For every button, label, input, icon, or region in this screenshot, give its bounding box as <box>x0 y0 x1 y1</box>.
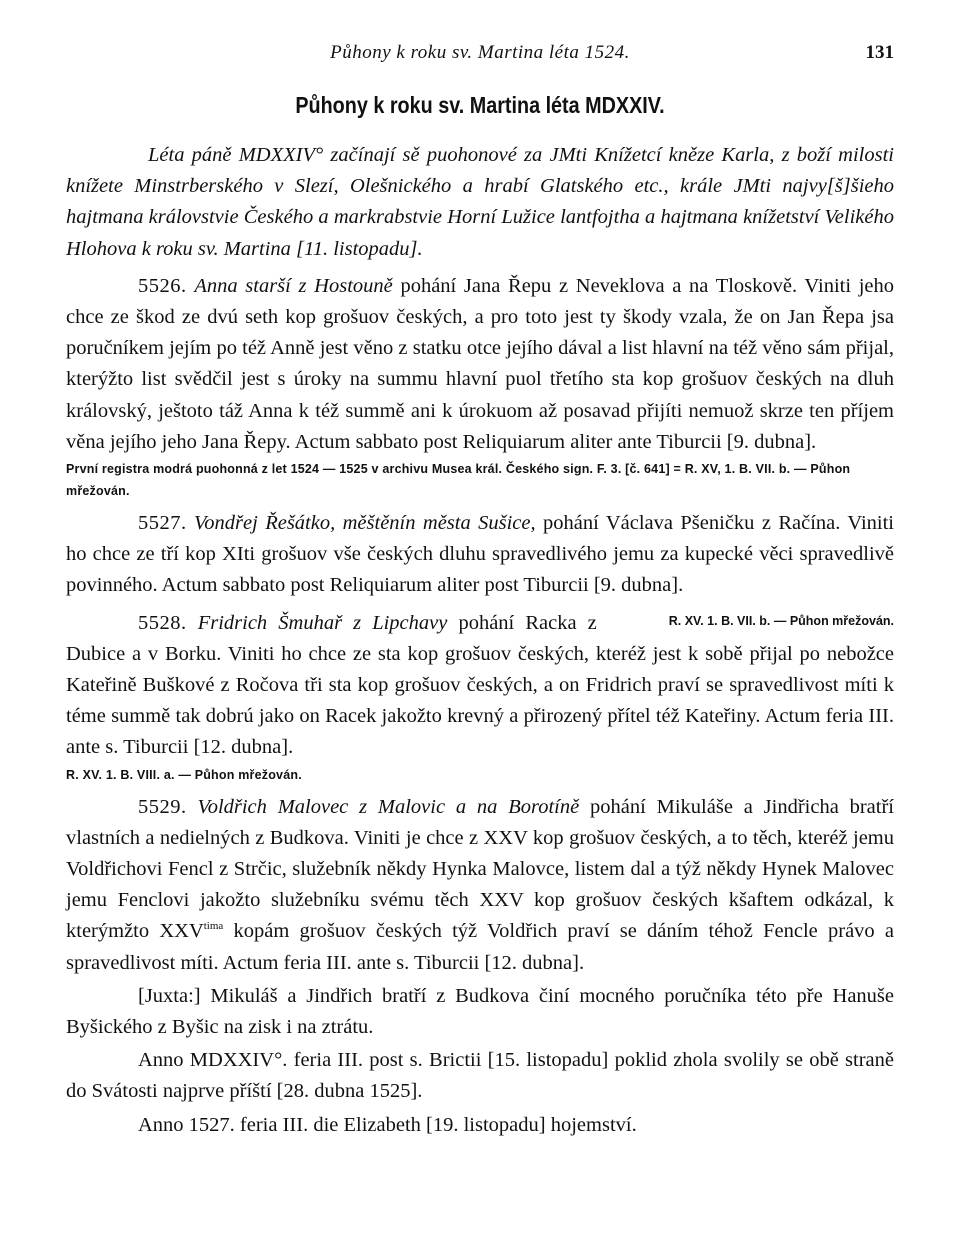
entry-number: 5527. <box>138 512 187 535</box>
entry-text: pohání Mikuláše a Jindřicha bratří vlastních a nedielných z Budkova. Viniti je chce z XXV kop grošuov českých, a to těch, kteréž jemu Voldřichovi Fencl z Strčic, služebník někdy Hynka Malovce, listem dal a týž někdy Hynek Malovec jemu Fenclovi jakožto služebníku svému těch XXV kop grošuov českých kšaftem odkázal, k kterýmžto XXV <box>66 795 894 943</box>
running-title: Půhony k roku sv. Martina léta 1524. <box>330 42 630 63</box>
entry-superscript: tima <box>203 920 224 933</box>
page-number: 131 <box>865 42 894 63</box>
section-title: Půhony k roku sv. Martina léta MDXXIV. <box>295 92 665 118</box>
anno-paragraph-1: Anno MDXXIV°. feria III. post s. Brictii [15. listopadu] poklid zhola svolily se obě straně do Svátosti najprve příští [28. dubna 1525]. <box>66 1049 894 1103</box>
entry-5529 <box>66 792 894 979</box>
entry-text: pohání Jana Řepu z Neveklova a na Tloskově. Viniti jeho chce ze škod ze dvú seth kop grošuov českých, a pro toto jest ty škody vzala, že on Jan Řepa jsa poručníkem jejím po též Anně jest věno z statku otce jejího dával a list hlavní na též věno sám přijal, kterýžto list svědčil jest s úroky na summu hlavní puol třetího sta kop grošuov českých na dluh královský, ještoto táž Anna k též summě ani k úrokuom až posavad přijíti nemuož skrze ten příjem věna jejího jeho Jana Řepy. Actum sabbato post Reliquiarum aliter ante Tiburcii [9. dubna]. <box>66 274 895 453</box>
entry-party: Voldřich Malovec z Malovic a na Borotíně <box>197 795 580 818</box>
running-head <box>66 42 894 72</box>
entry-text-continued: kopám grošuov českých týž Voldřich praví se dáním téhož Fencle právo a spravedlivost míti. Actum feria III. ante s. Tiburcii [12. dubna]. <box>66 920 894 974</box>
entry-5526 <box>66 271 894 458</box>
intro-paragraph: Léta páně MDXXIV° začínají sě puohonové za JMti Knížetcí kněze Karla, z boží milosti knížete Minstrberského v Slezí, Olešnického a hrabí Glatského etc., krále JMti najvy[š]šieho hajtmana královstvie Českého a markrabstvie Horní Lužice lantfojtha a hajtmana knížetství Velikého Hlohova k roku sv. Martina [11. listopadu]. <box>66 144 894 260</box>
document-body <box>66 140 894 1141</box>
entry-footnote: R. XV. 1. B. VIII. a. — Půhon mřežován. <box>66 767 302 782</box>
entry-text: pohání Racka z Dubice a v Borku. Viniti ho chce ze sta kop grošuov českých, kteréž jest k sobě přijal po nebožce Kateřině Buškové z Ročova tři sta kop grošuov českých, a on Fridrich praví se spravedlivost míti k téme summě tak dobrú jako on Racek jakožto krevný a přirozený přítel též Kateřiny. Actum feria III. ante s. Tiburcii [12. dubna]. <box>66 611 894 759</box>
anno-paragraph-2: Anno 1527. feria III. die Elizabeth [19. listopadu] hojemství. <box>138 1113 637 1136</box>
entry-number: 5529. <box>138 795 187 818</box>
entry-number: 5526. <box>138 274 187 297</box>
entry-party: Vondřej Řešátko, měštěnín města Sušice, <box>194 512 536 535</box>
entry-number: 5528. <box>138 611 187 634</box>
entry-footnote: R. XV. 1. B. VII. b. — Půhon mřežován. <box>668 613 894 628</box>
entry-text: pohání Václava Pšeničku z Račína. Viniti ho chce ze tří kop XIti grošuov vše českých dluhu spravedlivého jemu za kupecké věci spravedlivě povinného. Actum sabbato post Reliquiarum aliter post Tiburcii [9. dubna]. <box>66 512 895 597</box>
juxta-paragraph: [Juxta:] Mikuláš a Jindřich bratří z Budkova činí mocného poručníka této pře Hanuše Byšického z Byšic na zisk i na ztrátu. <box>66 984 894 1039</box>
entry-footnote: První registra modrá puohonná z let 1524 — 1525 v archivu Musea král. Českého sign. F. 3. [č. 641] = R. XV, 1. B. VII. b. — Půhon mřežován. <box>66 462 851 499</box>
entry-party: Anna starší z Hostouně <box>194 274 393 297</box>
entry-party: Fridrich Šmuhař z Lipchavy <box>197 611 448 634</box>
